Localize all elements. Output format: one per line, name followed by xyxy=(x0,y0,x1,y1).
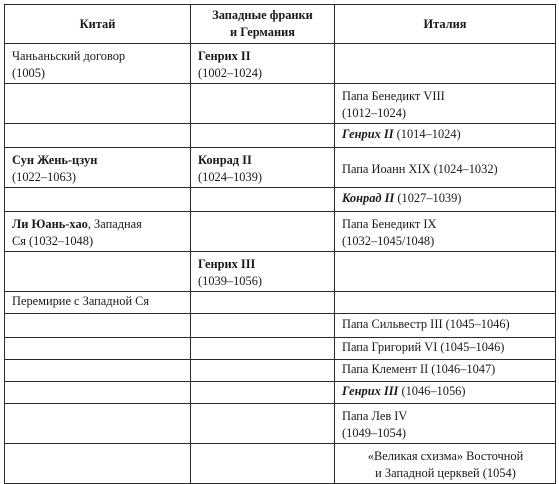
header-west-franks-germany: Западные франки и Германия xyxy=(191,5,335,44)
cell-west: Генрих III (1039–1056) xyxy=(191,252,335,292)
cell-italy xyxy=(335,44,556,84)
table-row xyxy=(5,188,556,212)
cell-china xyxy=(5,338,191,360)
cell-china: Чаньаньский договор (1005) xyxy=(5,44,191,84)
table-row xyxy=(5,44,556,84)
table-row xyxy=(5,338,556,360)
header-china: Китай xyxy=(5,5,191,44)
cell-west: Конрад II (1024–1039) xyxy=(191,148,335,188)
cell-italy: Генрих II (1014–1024) xyxy=(335,124,556,148)
table-row xyxy=(5,360,556,382)
cell-italy: Папа Сильвестр III (1045–1046) xyxy=(335,314,556,338)
table-row xyxy=(5,124,556,148)
cell-west xyxy=(191,444,335,484)
cell-china xyxy=(5,314,191,338)
cell-china: Перемирие с Западной Ся xyxy=(5,292,191,314)
table-row xyxy=(5,292,556,314)
cell-west xyxy=(191,360,335,382)
cell-west xyxy=(191,212,335,252)
cell-italy: Папа Лев IV (1049–1054) xyxy=(335,404,556,444)
cell-italy: Папа Бенедикт VIII (1012–1024) xyxy=(335,84,556,124)
cell-italy xyxy=(335,292,556,314)
cell-italy: Генрих III (1046–1056) xyxy=(335,382,556,404)
cell-china xyxy=(5,404,191,444)
chronology-table xyxy=(4,4,556,484)
cell-china xyxy=(5,188,191,212)
cell-west xyxy=(191,292,335,314)
cell-west xyxy=(191,188,335,212)
cell-west xyxy=(191,84,335,124)
table-row xyxy=(5,212,556,252)
table-row xyxy=(5,444,556,484)
table-row xyxy=(5,148,556,188)
header-italy: Италия xyxy=(335,5,556,44)
cell-china xyxy=(5,84,191,124)
cell-west xyxy=(191,338,335,360)
cell-china xyxy=(5,252,191,292)
cell-west xyxy=(191,382,335,404)
cell-china xyxy=(5,124,191,148)
cell-china xyxy=(5,382,191,404)
table-row xyxy=(5,84,556,124)
cell-italy: Папа Бенедикт IX (1032–1045/1048) xyxy=(335,212,556,252)
cell-west xyxy=(191,314,335,338)
cell-china xyxy=(5,360,191,382)
cell-italy: Папа Григорий VI (1045–1046) xyxy=(335,338,556,360)
chronology-table-container xyxy=(4,4,556,484)
table-row xyxy=(5,252,556,292)
cell-italy: Конрад II (1027–1039) xyxy=(335,188,556,212)
cell-italy: «Великая схизма» Восточной и Западной церквей (1054) xyxy=(335,444,556,484)
header-row xyxy=(5,5,556,44)
cell-china xyxy=(5,444,191,484)
cell-china: Сун Жень-цзун (1022–1063) xyxy=(5,148,191,188)
cell-west xyxy=(191,124,335,148)
cell-west: Генрих II (1002–1024) xyxy=(191,44,335,84)
cell-italy: Папа Иоанн XIX (1024–1032) xyxy=(335,148,556,188)
table-row xyxy=(5,382,556,404)
table-row xyxy=(5,314,556,338)
cell-china: Ли Юань-хао, Западная Ся (1032–1048) xyxy=(5,212,191,252)
cell-italy: Папа Клемент II (1046–1047) xyxy=(335,360,556,382)
table-row xyxy=(5,404,556,444)
cell-west xyxy=(191,404,335,444)
cell-italy xyxy=(335,252,556,292)
